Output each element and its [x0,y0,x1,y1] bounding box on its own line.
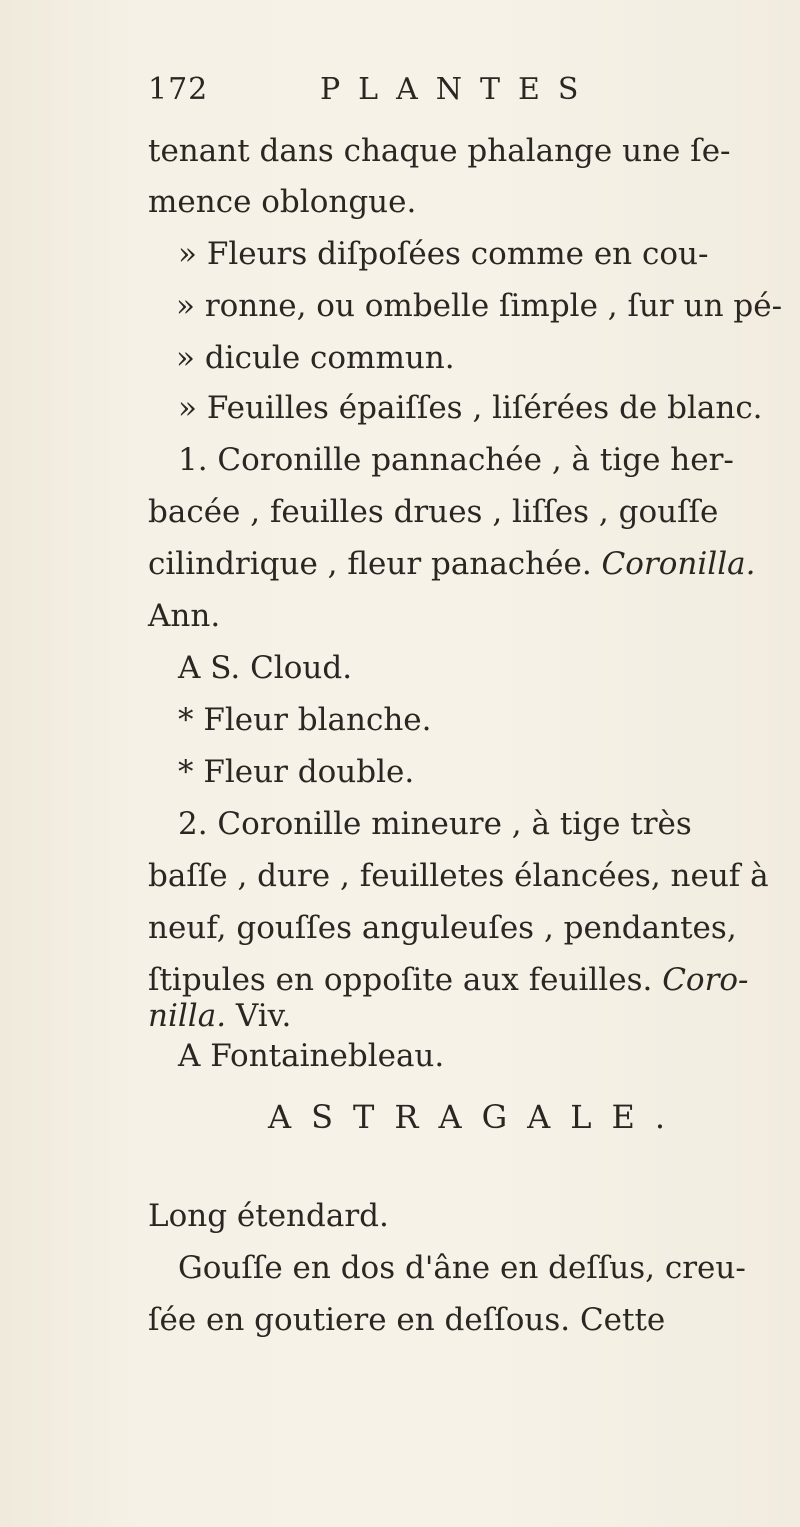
text-line: baſſe , dure , feuilletes élancées, neuf à [148,858,769,894]
text-line: » Feuilles épaiſſes , liſérées de blanc. [178,390,763,426]
text-line: Long étendard. [148,1198,389,1234]
text-line: tenant dans chaque phalange une ſe- [148,133,731,169]
latin-name: Coro- [662,962,749,998]
text-line: bacée , feuilles drues , liſſes , gouſſe [148,494,719,530]
section-title: ASTRAGALE. [268,1098,686,1136]
text-line: » dicule commun. [176,340,455,376]
text-line: ſée en goutiere en deſſous. Cette [148,1302,666,1338]
text-line: » Fleurs diſpoſées comme en cou- [178,236,709,272]
text-span: Viv. [235,998,292,1034]
text-line: A Fontainebleau. [178,1038,445,1074]
text-line: * Fleur blanche. [178,702,432,738]
page-number: 172 [148,72,209,107]
page-header [148,72,628,116]
running-head: PLANTES [320,72,597,107]
text-line: 2. Coronille mineure , à tige très [178,806,692,842]
text-line: Gouſſe en dos d'âne en deſſus, creu- [178,1250,746,1286]
text-span: ſtipules en oppoſite aux feuilles. [148,962,653,998]
text-line: A S. Cloud. [178,650,353,686]
text-line: neuf, gouſſes anguleuſes , pendantes, [148,910,737,946]
text-line [148,960,749,1000]
text-span: cilindrique , fleur panachée. [148,546,592,582]
text-line: Ann. [148,598,221,634]
latin-name: nilla. [148,998,227,1034]
latin-name: Coronilla. [601,546,756,582]
text-line: mence oblongue. [148,184,417,220]
text-line: * Fleur double. [178,754,415,790]
text-line [148,996,291,1036]
text-line [148,544,755,584]
text-line: 1. Coronille pannachée , à tige her- [178,442,734,478]
text-line: » ronne, ou ombelle ſimple , ſur un pé- [176,288,783,324]
